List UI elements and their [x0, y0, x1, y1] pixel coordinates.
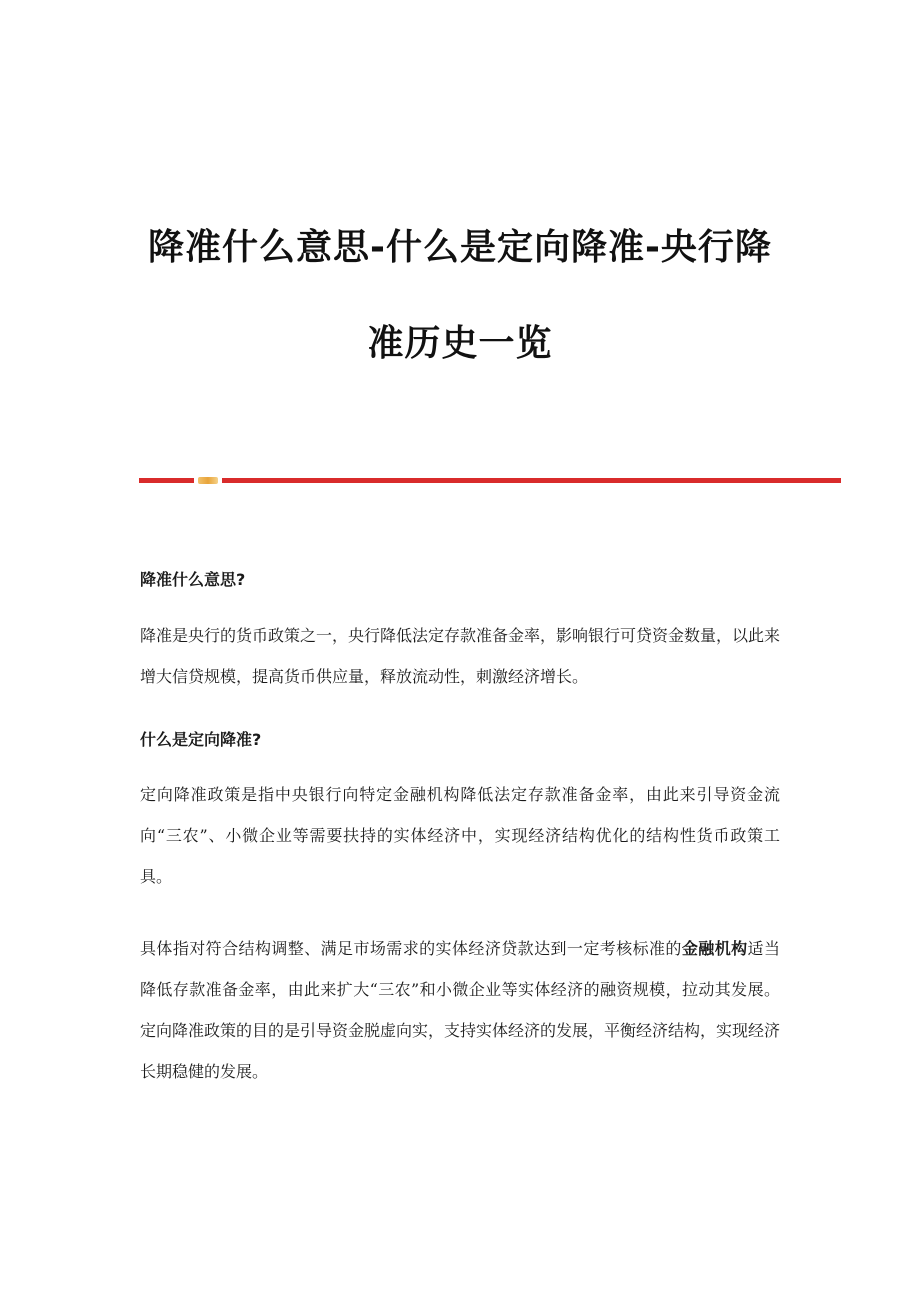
section-paragraph-targeted-rrr-cut: 定向降准政策是指中央银行向特定金融机构降低法定存款准备金率，由此来引导资金流向“三农”、小微企业等需要扶持的实体经济中，实现经济结构优化的结构性货币政策工具。: [140, 785, 780, 886]
divider-left-segment: [139, 478, 194, 483]
section-paragraph-targeted-details: [140, 928, 780, 1092]
document-title-line-1: 降准什么意思-什么是定向降准-央行降: [148, 227, 772, 268]
document-title-line-2: 准历史一览: [367, 323, 553, 364]
section-heading-targeted-rrr-cut: 什么是定向降准?: [140, 730, 262, 749]
divider-right-segment: [222, 478, 841, 483]
paragraph-text-after: 适当降低存款准备金率，由此来扩大“三农”和小微企业等实体经济的融资规模，拉动其发展。定向降准政策的目的是引导资金脱虚向实，支持实体经济的发展，平衡经济结构，实现经济长期稳健的发展。: [140, 939, 781, 1081]
paragraph-text-before: 具体指对符合结构调整、满足市场需求的实体经济贷款达到一定考核标准的: [140, 939, 682, 958]
divider-ornament-icon: [198, 477, 218, 484]
paragraph-bold-keyword: 金融机构: [681, 939, 748, 958]
section-heading-what-is-rrr-cut: 降准什么意思?: [140, 570, 246, 589]
section-paragraph-what-is-rrr-cut: 降准是央行的货币政策之一，央行降低法定存款准备金率，影响银行可贷资金数量，以此来增大信贷规模，提高货币供应量，释放流动性，刺激经济增长。: [140, 626, 781, 686]
title-divider: [139, 478, 841, 484]
